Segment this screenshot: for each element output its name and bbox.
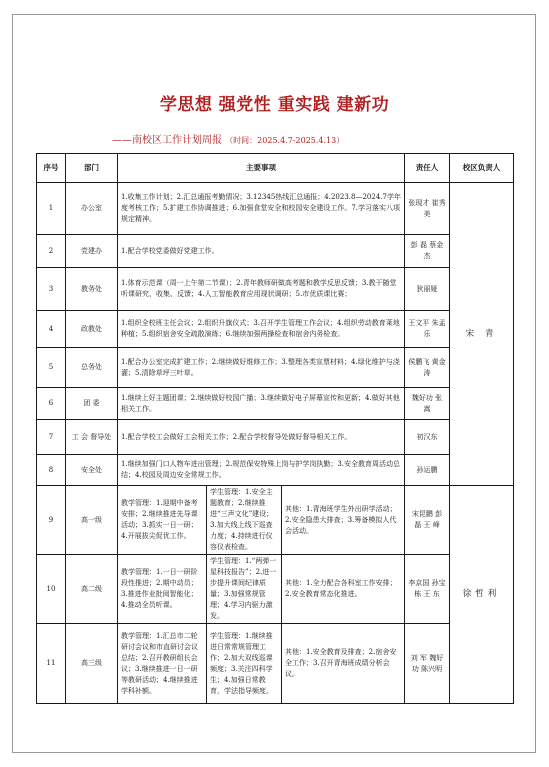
row-department: 教务处 <box>66 268 118 311</box>
row-number: 10 <box>37 555 66 624</box>
row-department: 高二级 <box>66 555 118 624</box>
row-responsible: 魏好功 张 嵩 <box>405 388 450 420</box>
row-department: 总务处 <box>66 348 118 388</box>
row-number: 4 <box>37 311 66 348</box>
row-department: 政教处 <box>66 311 118 348</box>
row-number: 8 <box>37 455 66 486</box>
table-row <box>37 183 514 235</box>
row-department: 高一级 <box>66 486 118 555</box>
document-title: 学思想 强党性 重实践 建新功 <box>159 95 390 115</box>
student-management: 学生管理：1.继续推进日常常规管理工作；2.加大双线巡课频度；3.关注四科学生；4.加强日常教育，学法指导频度。 <box>207 624 282 704</box>
table-row <box>37 455 514 486</box>
row-responsible: 刘 军 魏好功 陈兴明 <box>405 624 450 704</box>
row-responsible: 彭 磊 蔡金杰 <box>405 235 450 268</box>
row-department: 高三级 <box>66 624 118 704</box>
student-management: 学生管理：1.安全主题教育；2.继续推进“三声文化”建设；3.加大线上线下巡查力度；4.持续进行仪容仪表检查。 <box>207 486 282 555</box>
row-items: 1.体育示范课（周一上午第二节课）；2.青年教师研做高考题和教学反思反馈；3.教干随堂听课研究、收集、反馈；4.人工智能教育应用现状调研；5.市优质课比赛； <box>118 268 405 311</box>
row-responsible: 宋昆鹏 彭 磊 王 峰 <box>405 486 450 555</box>
row-responsible: 初汉东 <box>405 420 450 455</box>
row-responsible: 王文平 朱孟乐 <box>405 311 450 348</box>
row-items: 1.配合学校党委做好党建工作。 <box>118 235 405 268</box>
table-row <box>37 624 514 704</box>
table-row <box>37 486 514 555</box>
period-text: （时间：2025.4.7-2025.4.13） <box>225 136 345 145</box>
row-number: 6 <box>37 388 66 420</box>
row-responsible: 孙运鹏 <box>405 455 450 486</box>
row-number: 1 <box>37 183 66 235</box>
row-department: 团 委 <box>66 388 118 420</box>
teaching-management: 教学管理：1.迎期中备考安排；2.继续推进先导课活动；3.抓实一日一研；4.开展拔尖促优工作。 <box>118 486 207 555</box>
teaching-management: 教学管理：1.一日一研阶段性推进；2.期中动员；3.推进作业批阅智能化；4.推动全员听课。 <box>118 555 207 624</box>
row-responsible: 李京国 孙宝栋 王 东 <box>405 555 450 624</box>
row-responsible: 张现才 崔秀美 <box>405 183 450 235</box>
campus-lead-2: 徐哲利 <box>450 486 514 704</box>
other-items: 其他：1.全力配合各科室工作安排；2.安全教育常态化推进。 <box>282 555 405 624</box>
row-responsible: 狄丽娅 <box>405 268 450 311</box>
row-department: 安全处 <box>66 455 118 486</box>
campus-lead-1: 宋 青 <box>450 183 514 486</box>
work-plan-table <box>36 153 514 704</box>
row-items: 1.配合学校工会做好工会相关工作；2.配合学校督导处做好督导相关工作。 <box>118 420 405 455</box>
table-row <box>37 420 514 455</box>
header-department: 部门 <box>66 154 118 183</box>
row-department: 工 会 督导处 <box>66 420 118 455</box>
table-row <box>37 348 514 388</box>
document-subtitle <box>112 131 532 146</box>
header-responsible: 责任人 <box>405 154 450 183</box>
teaching-management: 教学管理：1.汇总市二轮研讨会议和市直研讨会议总结；2.召开教研组长会议；3.继续推进一日一研等教研活动；4.继续推进学科补额。 <box>118 624 207 704</box>
other-items: 其他：1.安全教育及排查；2.宿舍安全工作；3.召开青海班成绩分析会议。 <box>282 624 405 704</box>
table-row <box>37 235 514 268</box>
row-number: 3 <box>37 268 66 311</box>
row-number: 11 <box>37 624 66 704</box>
row-number: 5 <box>37 348 66 388</box>
row-responsible: 侯鹏飞 黄金涛 <box>405 348 450 388</box>
row-number: 7 <box>37 420 66 455</box>
row-number: 9 <box>37 486 66 555</box>
table-row <box>37 311 514 348</box>
row-items: 1.组织全校班主任会议；2.组织升旗仪式；3.召开学生管理工作会议；4.组织劳动教育莱地种植；5.组织宿舍安全疏散演练；6.继续加强两操检查和宿舍内务检查。 <box>118 311 405 348</box>
row-department: 党建办 <box>66 235 118 268</box>
student-management: 学生管理：1.“两弹一星科技报告”；2.进一步提升课间纪律质量；3.加强常规管理；4.学习内驱力激发。 <box>207 555 282 624</box>
row-items: 1.收集工作计划；2.汇总通报考勤情况；3.12345热线汇总通报；4.2023.8—2024.7学年度考核工作；5.扩建工作协调推进；6.加强食堂安全和校园安全建设工作。7.学习落实八项规定精神。 <box>118 183 405 235</box>
row-number: 2 <box>37 235 66 268</box>
row-items: 1.继续上好主题团课；2.继续做好校园广播；3.继续做好电子屏幕宣传和更新；4.做好其他相关工作。 <box>118 388 405 420</box>
table-header-row <box>37 154 514 183</box>
row-department: 办公室 <box>66 183 118 235</box>
row-items: 1.配合办公室完成扩建工作；2.继续做好维修工作；3.整理各类宣票材料；4.绿化维护与浇灌；5.清除草坪三叶草。 <box>118 348 405 388</box>
table-row <box>37 388 514 420</box>
row-items: 1.继续加强门口人物车进出管理；2.规范保安特殊上岗与护学岗执勤；3.安全教育周活动总结；4.校园及周边安全常规工作。 <box>118 455 405 486</box>
header-number: 序号 <box>37 154 66 183</box>
header-main-items: 主要事项 <box>118 154 405 183</box>
table-row <box>37 268 514 311</box>
header-campus-lead: 校区负责人 <box>450 154 514 183</box>
table-row <box>37 555 514 624</box>
subtitle-text: ——南校区工作计划周报 <box>112 135 222 146</box>
other-items: 其他：1.青海班学生外出研学活动；2.安全隐患大排查；3.筹备模拟人代会活动。 <box>282 486 405 555</box>
